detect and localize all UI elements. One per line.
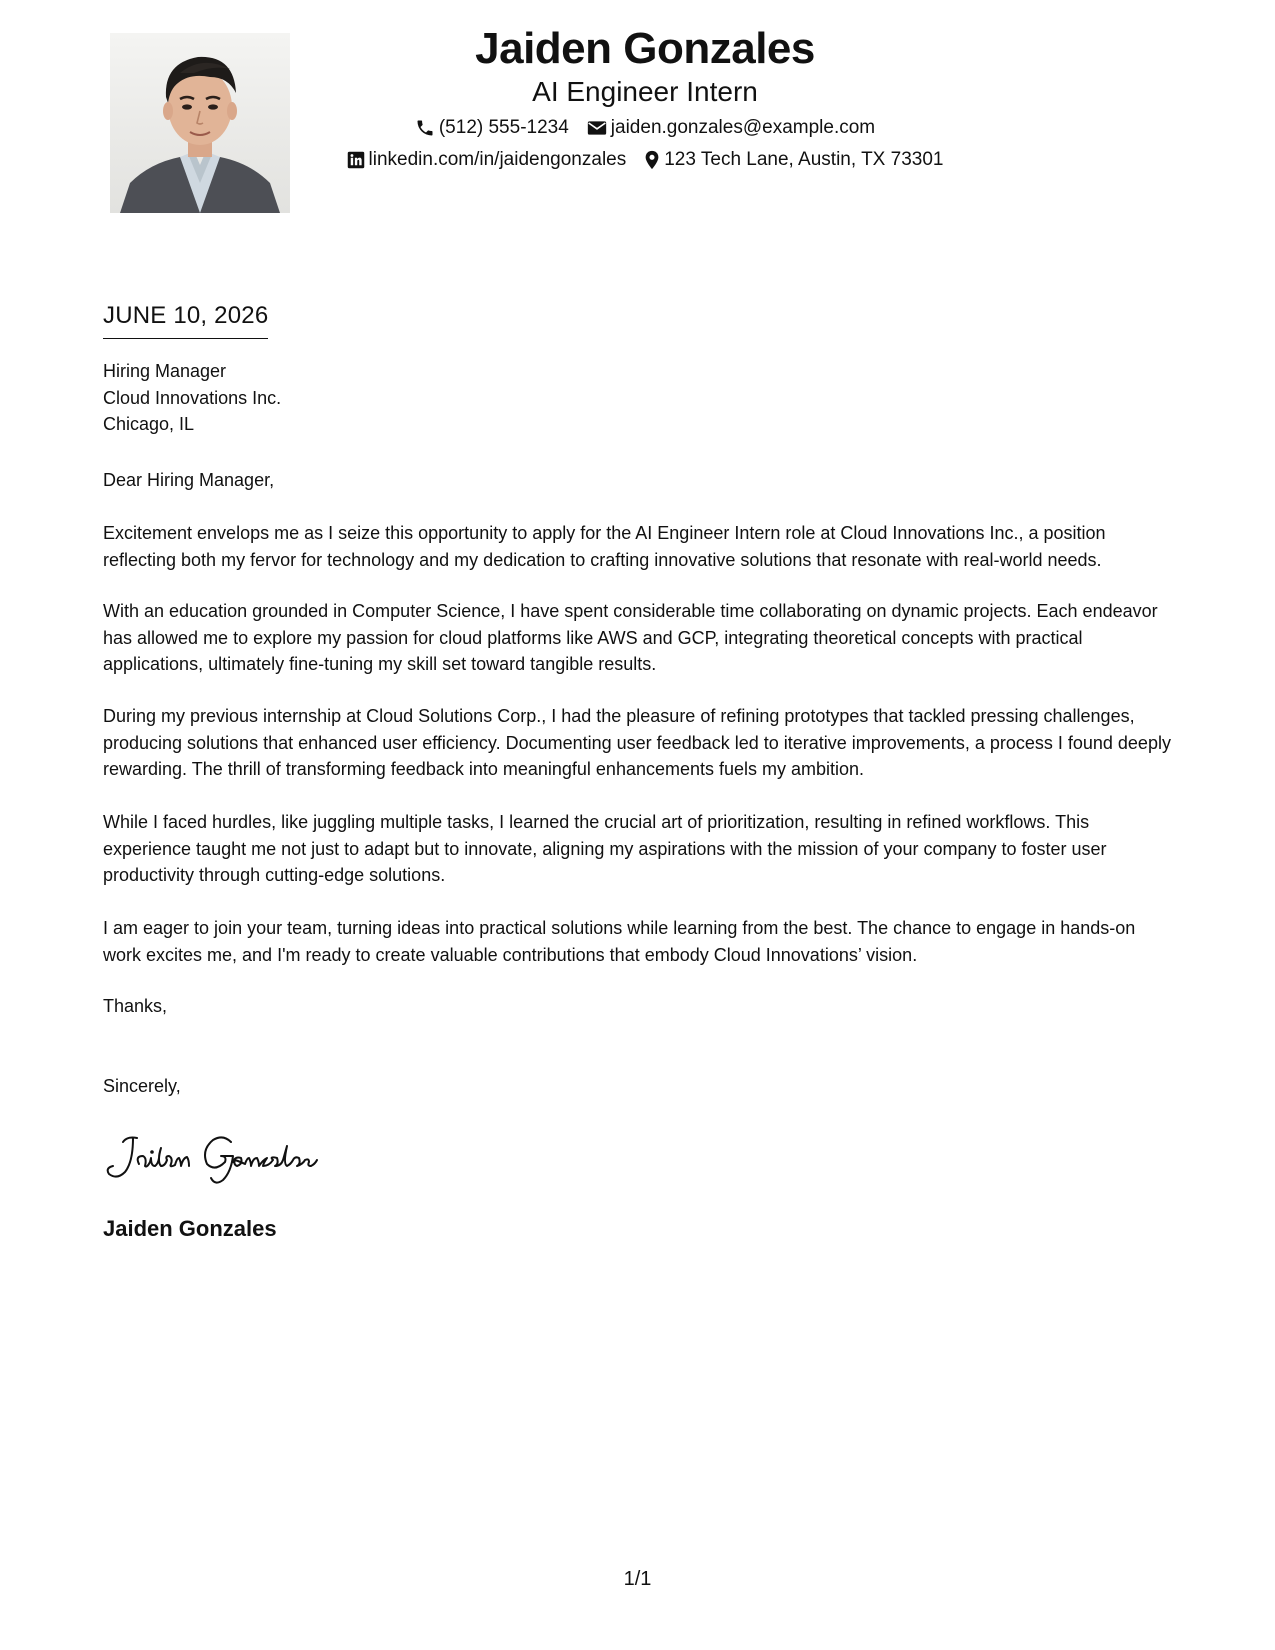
recipient-name: Hiring Manager [103,361,227,381]
phone-contact [415,112,569,144]
envelope-icon [587,119,607,137]
contact-line-1 [290,112,1000,144]
contact-line-2 [290,144,1000,176]
greeting: Dear Hiring Manager, [103,470,275,490]
phone-icon [415,118,435,138]
paragraph-2: With an education grounded in Computer Science, I have spent considerable time collaborating on dynamic projects. Each endeavor has allowed me to explore my passion for cloud platforms like AWS and GCP, integrating theoretical concepts with practical applications, ultimately fine-tuning my skill set toward tangible results. [103,601,1158,674]
paragraph-5: I am eager to join your team, turning ideas into practical solutions while learning from the best. The chance to engage in hands-on work excites me, and I'm ready to create valuable contributions that embody Cloud Innovations’ vision. [103,918,1136,965]
address-contact [644,144,943,176]
signature-image [103,1128,363,1188]
page-number: 1/1 [623,1568,652,1590]
linkedin-contact [347,144,627,176]
letter-date: JUNE 10, 2026 [103,300,268,339]
profile-photo [110,33,290,213]
portrait-image [110,33,290,213]
paragraph-4: While I faced hurdles, like juggling multiple tasks, I learned the crucial art of prioritization, resulting in refined workflows. This experience taught me not just to adapt but to innovate, aligning my aspirations with the mission of your company to foster user productivity through cutting-edge solutions. [103,812,1107,885]
header [290,22,1000,176]
recipient-company: Cloud Innovations Inc. [103,387,282,408]
recipient-location: Chicago, IL [103,414,195,434]
phone-number: (512) 555-1234 [438,117,569,138]
email-contact [587,112,875,144]
signed-name: Jaiden Gonzales [103,1216,277,1241]
handwritten-signature [103,1128,363,1188]
linkedin-icon [347,151,365,169]
closing-line: Sincerely, [103,1076,181,1096]
thanks-line: Thanks, [103,996,168,1016]
map-pin-icon [644,150,660,170]
paragraph-1: Excitement envelops me as I seize this opportunity to apply for the AI Engineer Intern role at Cloud Innovations Inc., a position reflecting both my fervor for technology and my dedication to crafting innovative solutions that resonate with real-world needs. [103,523,1106,570]
email-address: jaiden.gonzales@example.com [610,117,876,138]
linkedin-url: linkedin.com/in/jaidengonzales [368,149,627,170]
mailing-address: 123 Tech Lane, Austin, TX 73301 [664,149,944,170]
applicant-name: Jaiden Gonzales [475,24,815,73]
job-title: AI Engineer Intern [532,76,758,107]
paragraph-3: During my previous internship at Cloud Solutions Corp., I had the pleasure of refining prototypes that tackled pressing challenges, producing solutions that enhanced user efficiency. Documenting user feedback led to iterative improvements, a process I found deeply rewarding. The thrill of transforming feedback into meaningful enhancements fuels my ambition. [103,706,1171,779]
recipient-block [103,358,1173,438]
